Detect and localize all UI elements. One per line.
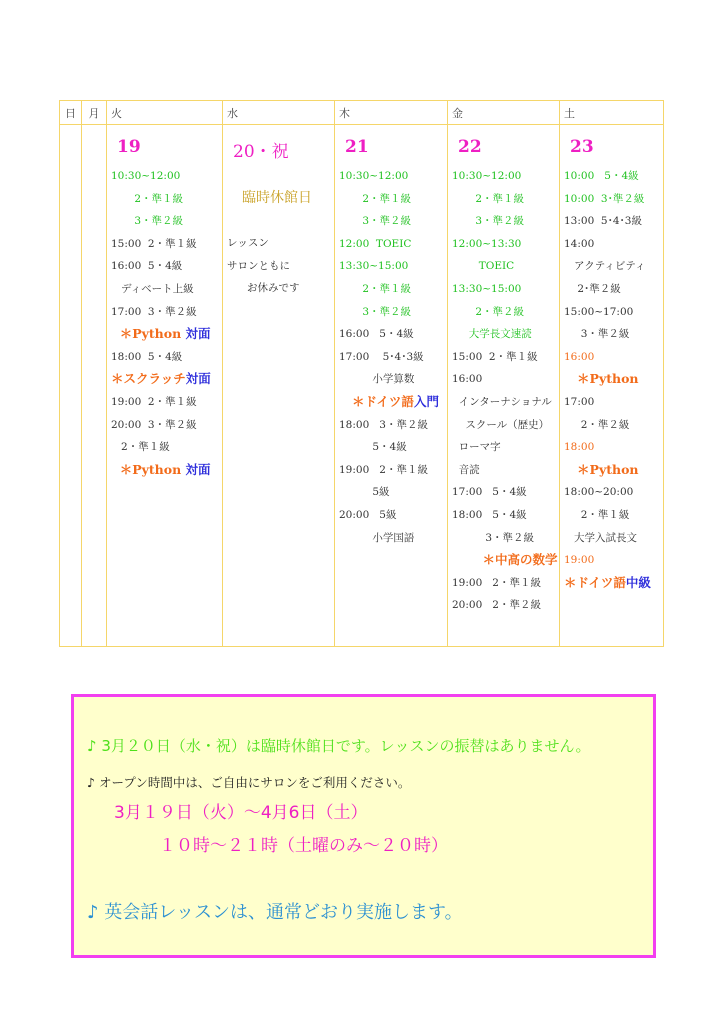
schedule-entry: 15:00 2・準１級: [111, 237, 197, 250]
schedule-entry: 15:00 2・準１級: [452, 350, 538, 363]
entry-part: ＊スクラッチ: [111, 371, 186, 387]
schedule-entry: 3・準２級: [452, 531, 535, 544]
schedule-entry: [560, 572, 663, 595]
header-mon: 月: [82, 101, 107, 125]
open-hours: １０時～２１時（土曜のみ～２０時）: [159, 836, 448, 856]
schedule-entry: [448, 549, 559, 572]
schedule-entry: 18:00: [564, 441, 595, 454]
schedule-entry: サロンともに: [227, 259, 290, 272]
schedule-entry: [107, 368, 222, 391]
schedule-entry: 3・準２級: [564, 328, 630, 341]
header-thu: 木: [335, 101, 448, 125]
schedule-entry: 大学長文速読: [452, 328, 532, 341]
closed-label: 臨時休館日: [242, 190, 312, 206]
schedule-entry: 18:00~20:00: [564, 486, 634, 499]
schedule-entry: TOEIC: [452, 260, 515, 273]
entry-part: 対面: [185, 371, 211, 387]
schedule-entry: [560, 368, 663, 391]
schedule-entry: 12:00~13:30: [452, 237, 522, 250]
header-sat: 土: [560, 101, 664, 125]
schedule-entry: 15:00~17:00: [564, 305, 634, 318]
schedule-entry: ローマ字: [452, 441, 501, 454]
salon-open-notice: ♪ オープン時間中は、ご自由にサロンをご利用ください。: [87, 775, 411, 790]
schedule-entry: 17:00 5･4･3級: [339, 350, 424, 363]
schedule-entry: アクティビティ: [564, 260, 646, 273]
day-number: 19: [117, 137, 141, 157]
open-period: 3月１９日（火）～4月6日（土）: [114, 803, 368, 823]
day-cell-tue: [107, 125, 223, 647]
entry-part: ＊中高の数学: [452, 552, 558, 568]
schedule-entry: 20:00 3・準２級: [111, 418, 197, 431]
schedule-entry: 16:00 5・4級: [339, 328, 414, 341]
day-cell-wed: [223, 125, 335, 647]
schedule-entry: 10:00 3･準２級: [564, 192, 645, 205]
schedule-entry: 10:30~12:00: [339, 170, 409, 182]
day-number: 21: [345, 137, 369, 157]
schedule-entry: インターナショナル: [452, 395, 552, 408]
schedule-entry: 3・準２級: [111, 215, 184, 228]
schedule-entry: 2・準１級: [339, 192, 412, 205]
week-row: [60, 125, 664, 647]
header-fri: 金: [448, 101, 560, 125]
schedule-entry: 2・準２級: [452, 305, 525, 318]
day-number: 22: [458, 137, 482, 157]
schedule-entry: 18:00 3・準２級: [339, 418, 428, 431]
schedule-entry: 10:30~12:00: [111, 170, 181, 182]
entry-part: ＊ドイツ語: [339, 393, 414, 409]
entry-part: ＊Python: [111, 461, 186, 477]
closure-notice: ♪ 3月２０日（水・祝）は臨時休館日です。レッスンの振替はありません。: [87, 737, 591, 755]
schedule-entry: お休みです: [227, 282, 300, 295]
schedule-entry: 20:00 2・準２級: [452, 599, 541, 612]
schedule-entry: 16:00: [452, 373, 483, 386]
schedule-entry: 18:00 5・4級: [111, 350, 183, 363]
entry-list: [335, 165, 447, 549]
schedule-entry: 13:30~15:00: [339, 260, 409, 273]
day-cell-sat: [560, 125, 664, 647]
schedule-entry: 20:00 5級: [339, 508, 397, 521]
schedule-entry: 2・準１級: [111, 441, 170, 454]
schedule-entry: 14:00: [564, 237, 595, 250]
entry-part: ＊Python: [564, 371, 639, 387]
header-wed: 水: [223, 101, 335, 125]
schedule-entry: 17:00: [564, 395, 595, 408]
notice-box: [71, 694, 656, 958]
entry-part: 中級: [625, 574, 651, 590]
schedule-entry: 19:00 2・準１級: [452, 576, 541, 589]
schedule-entry: 19:00 2・準１級: [111, 395, 197, 408]
schedule-entry: [107, 459, 222, 482]
schedule-entry: 小学国語: [339, 531, 415, 544]
schedule-entry: [107, 323, 222, 346]
day-number: 23: [570, 137, 594, 157]
schedule-entry: 10:30~12:00: [452, 170, 522, 182]
entry-list: [448, 165, 559, 617]
entry-part: ＊Python: [564, 461, 639, 477]
schedule-entry: 17:00 5・4級: [452, 486, 527, 499]
schedule-entry: [560, 459, 663, 482]
day-cell-sun: [60, 125, 82, 647]
day-cell-thu: [335, 125, 448, 647]
schedule-entry: 2･準２級: [564, 282, 621, 295]
entry-part: 入門: [413, 393, 439, 409]
entry-part: 対面: [185, 461, 211, 477]
schedule-entry: 2・準２級: [564, 418, 630, 431]
schedule-entry: 3・準２級: [339, 305, 412, 318]
schedule-entry: スクール（歴史）: [452, 418, 550, 431]
day-cell-fri: [448, 125, 560, 647]
schedule-entry: 17:00 3・準２級: [111, 305, 197, 318]
schedule-entry: 5・4級: [339, 441, 407, 454]
schedule-entry: 10:00 5・4級: [564, 170, 639, 182]
schedule-entry: ディベート上級: [111, 282, 194, 295]
schedule-entry: 19:00: [564, 554, 595, 567]
schedule-entry: 2・準１級: [111, 192, 184, 205]
header-sun: 日: [60, 101, 82, 125]
entry-part: 対面: [185, 326, 211, 342]
schedule-entry: レッスン: [227, 237, 269, 249]
entry-list: [560, 165, 663, 594]
header-tue: 火: [107, 101, 223, 125]
schedule-entry: 16:00: [564, 350, 595, 363]
schedule-entry: 2・準１級: [564, 508, 630, 521]
day-cell-mon: [82, 125, 107, 647]
entry-list: [223, 232, 334, 300]
schedule-entry: 2・準１級: [339, 282, 412, 295]
schedule-entry: 5級: [339, 486, 390, 499]
schedule-entry: 13:30~15:00: [452, 282, 522, 295]
schedule-entry: 音読: [452, 463, 480, 476]
schedule-entry: 2・準１級: [452, 192, 525, 205]
schedule-entry: 3・準２級: [452, 215, 525, 228]
schedule-entry: 大学入試長文: [564, 531, 638, 544]
schedule-entry: 13:00 5･4･3級: [564, 215, 642, 228]
schedule-entry: 3・準２級: [339, 215, 412, 228]
schedule-entry: 12:00 TOEIC: [339, 237, 412, 250]
day-number: 20・祝: [233, 142, 289, 162]
entry-part: ＊Python: [111, 326, 186, 342]
lesson-schedule-table: [59, 100, 664, 647]
schedule-entry: 18:00 5・4級: [452, 508, 527, 521]
schedule-entry: [335, 391, 447, 414]
entry-part: ＊ドイツ語: [564, 574, 626, 590]
entry-list: [107, 165, 222, 481]
schedule-entry: 小学算数: [339, 373, 415, 386]
schedule-entry: 16:00 5・4級: [111, 260, 183, 273]
english-lesson-notice: ♪ 英会話レッスンは、通常どおり実施します。: [87, 902, 463, 923]
schedule-entry: 19:00 2・準１級: [339, 463, 428, 476]
weekday-header-row: [60, 101, 664, 125]
